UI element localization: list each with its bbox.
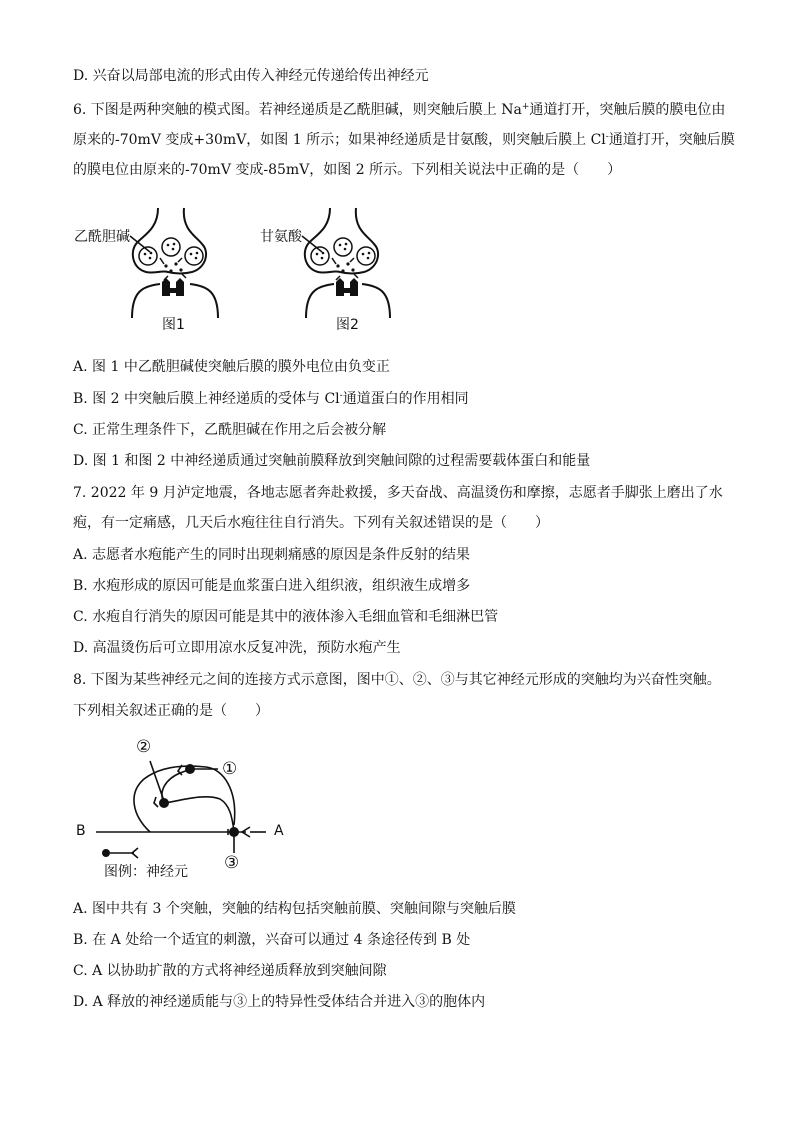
synapse-1-drawing <box>72 200 242 335</box>
synapse-figure-2 <box>258 200 428 335</box>
q6-stem-line-3: 的膜电位由原来的-70mV 变成-85mV，如图 2 所示。下列相关说法中正确的是（ ） <box>73 162 622 178</box>
q8-option-d: D. A 释放的神经递质能与③上的特异性受体结合并进入③的胞体内 <box>73 994 486 1010</box>
neuron-label-2: ② <box>136 737 152 757</box>
q6-stem-1a: 6. 下图是两种突触的模式图。若神经递质是乙酰胆碱，则突触后膜上 Na <box>73 102 522 118</box>
q5-option-d: D. 兴奋以局部电流的形式由传入神经元传递给传出神经元 <box>73 68 429 84</box>
neuron-label-1: ① <box>222 759 238 779</box>
q7-option-c: C. 水疱自行消失的原因可能是其中的液体渗入毛细血管和毛细淋巴管 <box>73 609 499 625</box>
q8-stem-line-2: 下列相关叙述正确的是（ ） <box>73 703 269 719</box>
fig1-caption: 图1 <box>162 317 185 333</box>
q8-option-b: B. 在 A 处给一个适宜的刺激，兴奋可以通过 4 条途径传到 B 处 <box>73 932 471 948</box>
q6-stem-2b: 通道打开，突触后膜 <box>608 132 735 148</box>
q7-stem-line-1: 7. 2022 年 9 月泸定地震，各地志愿者奔赴救援，多天奋战、高温烫伤和摩擦，志愿者手脚张上磨出了水 <box>73 485 723 501</box>
neuron-label-3: ③ <box>224 853 240 873</box>
q6-stem-line-1 <box>73 100 725 120</box>
q7-option-b: B. 水疱形成的原因可能是血浆蛋白进入组织液，组织液生成增多 <box>73 578 471 594</box>
q6-option-b-end: 通道蛋白的作用相同 <box>342 391 469 407</box>
fig2-transmitter-label: 甘氨酸 <box>260 229 302 245</box>
synapse-figure-1 <box>72 200 242 335</box>
figure-legend: 图例：神经元 <box>104 864 188 880</box>
neuron-circuit-drawing <box>70 735 310 880</box>
q6-stem-line-2 <box>73 130 735 150</box>
q6-option-b-text: B. 图 2 中突触后膜上神经递质的受体与 Cl <box>73 391 340 407</box>
q8-stem-line-1: 8. 下图为某些神经元之间的连接方式示意图，图中①、②、③与其它神经元形成的突触均为兴奋性突触。 <box>73 672 721 688</box>
q8-option-a: A. 图中共有 3 个突触，突触的结构包括突触前膜、突触间隙与突触后膜 <box>73 901 516 917</box>
q6-option-b <box>73 389 469 409</box>
label-A: A <box>274 823 284 839</box>
q6-option-b-sup: - <box>339 391 343 401</box>
fig1-transmitter-label: 乙酰胆碱 <box>74 229 130 245</box>
neuron-connection-figure <box>70 735 310 880</box>
q7-option-d: D. 高温烫伤后可立即用凉水反复冲洗，预防水疱产生 <box>73 640 401 656</box>
q6-stem-1b: 通道打开，突触后膜的膜电位由 <box>529 102 726 118</box>
q7-stem-line-2: 疱，有一定痛感，几天后水疱往往自行消失。下列有关叙述错误的是（ ） <box>73 515 549 531</box>
fig2-caption: 图2 <box>336 317 359 333</box>
q6-stem-2-sup: - <box>605 132 609 142</box>
q8-option-c: C. A 以协助扩散的方式将神经递质释放到突触间隙 <box>73 963 387 979</box>
q6-option-d: D. 图 1 和图 2 中神经递质通过突触前膜释放到突触间隙的过程需要载体蛋白和能量 <box>73 453 591 469</box>
q6-option-c: C. 正常生理条件下，乙酰胆碱在作用之后会被分解 <box>73 422 387 438</box>
q6-stem-2a: 原来的-70mV 变成+30mV，如图 1 所示；如果神经递质是甘氨酸，则突触后膜上 Cl <box>73 132 606 148</box>
q6-option-a: A. 图 1 中乙酰胆碱使突触后膜的膜外电位由负变正 <box>73 359 390 375</box>
q6-stem-1-sup: + <box>521 102 530 112</box>
q7-option-a: A. 志愿者水疱能产生的同时出现刺痛感的原因是条件反射的结果 <box>73 547 471 563</box>
label-B: B <box>76 823 86 839</box>
